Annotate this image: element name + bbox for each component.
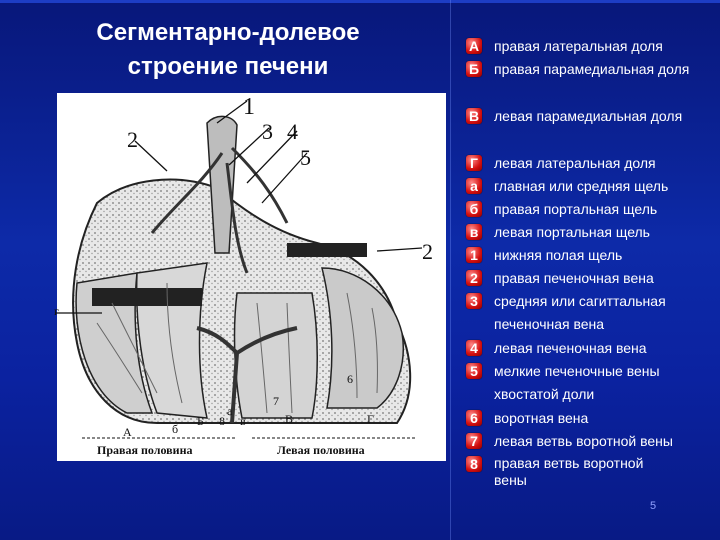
caption-right-half: Правая половина	[97, 443, 193, 457]
label-n7: 7	[273, 394, 279, 408]
callout-3: 3	[262, 119, 273, 144]
legend-text: главная или средняя щель	[494, 178, 669, 194]
legend-text: правая портальная щель	[494, 201, 658, 217]
legend-marker: 7	[466, 433, 482, 449]
legend-marker: 8	[466, 456, 482, 472]
legend-item	[466, 38, 716, 58]
legend-text: левая парамедиальная доля	[494, 108, 683, 124]
legend-marker: 5	[466, 363, 482, 379]
legend-marker: 1	[466, 247, 482, 263]
label-g: г	[54, 304, 59, 318]
top-border	[0, 0, 720, 3]
callout-4: 4	[287, 119, 298, 144]
legend-marker: 3	[466, 293, 482, 309]
letter-G: Г	[367, 412, 374, 426]
legend-text: левая портальная щель	[494, 224, 650, 240]
callout-2-right: 2	[422, 239, 433, 264]
legend-text: воротная вена	[494, 410, 589, 426]
legend-item	[466, 247, 716, 267]
legend-text: правая латеральная доля	[494, 38, 663, 54]
legend-marker: 6	[466, 410, 482, 426]
callout-2-left: 2	[127, 127, 138, 152]
dark-band-1	[92, 288, 202, 306]
legend-text: левая печеночная вена	[494, 340, 647, 356]
legend-item	[466, 363, 694, 406]
legend-item	[466, 270, 716, 290]
label-b: б	[172, 422, 179, 436]
title-line-2: строение печени	[127, 53, 329, 80]
letter-V: В	[285, 412, 294, 426]
legend-text: мелкие печеночные вены хвостатой доли	[494, 363, 660, 402]
page-number: 5	[650, 500, 657, 512]
legend-item	[466, 201, 716, 221]
letter-A: А	[123, 425, 132, 439]
liver-diagram	[54, 93, 446, 461]
legend-marker: в	[466, 224, 482, 240]
dark-band-2	[287, 243, 367, 257]
legend-marker: Г	[466, 155, 482, 171]
legend-marker: 4	[466, 340, 482, 356]
legend-item	[466, 340, 716, 360]
label-n8: 8	[219, 414, 225, 428]
legend-text: нижняя полая щель	[494, 247, 623, 263]
legend-marker: 2	[466, 270, 482, 286]
legend-item	[466, 155, 716, 175]
legend-item	[466, 224, 716, 244]
caption-left-half: Левая половина	[277, 443, 365, 457]
legend-marker: А	[466, 38, 482, 54]
liver-illustration	[54, 93, 446, 461]
letter-B: Б	[197, 414, 204, 428]
legend-text: правая парамедиальная доля	[494, 61, 690, 77]
legend-item	[466, 433, 716, 453]
title-line-1: Сегментарно-долевое	[96, 19, 360, 46]
legend-item	[466, 456, 674, 489]
callout-5: 5	[300, 145, 311, 170]
label-v: в	[240, 414, 246, 428]
legend-item	[466, 178, 716, 198]
callout-1: 1	[243, 94, 255, 120]
divider-line	[450, 0, 451, 540]
legend-item	[466, 410, 716, 430]
slide-title	[38, 16, 418, 84]
legend-text: левая ветвь воротной вены	[494, 433, 673, 449]
legend-text: правая ветвь воротной вены	[494, 455, 644, 488]
lobe-left-lateral	[322, 268, 403, 408]
legend-text: средняя или сагиттальная печеночная вена	[494, 293, 666, 332]
legend-marker: В	[466, 108, 482, 124]
label-a: а	[227, 404, 233, 418]
legend-marker: Б	[466, 61, 482, 77]
legend-item	[466, 61, 694, 81]
legend-marker: а	[466, 178, 482, 194]
legend-marker: б	[466, 201, 482, 217]
legend-text: левая латеральная доля	[494, 155, 656, 171]
label-n6: 6	[347, 372, 353, 386]
legend-text: правая печеночная вена	[494, 270, 654, 286]
legend-item	[466, 293, 699, 336]
legend-item	[466, 108, 684, 128]
